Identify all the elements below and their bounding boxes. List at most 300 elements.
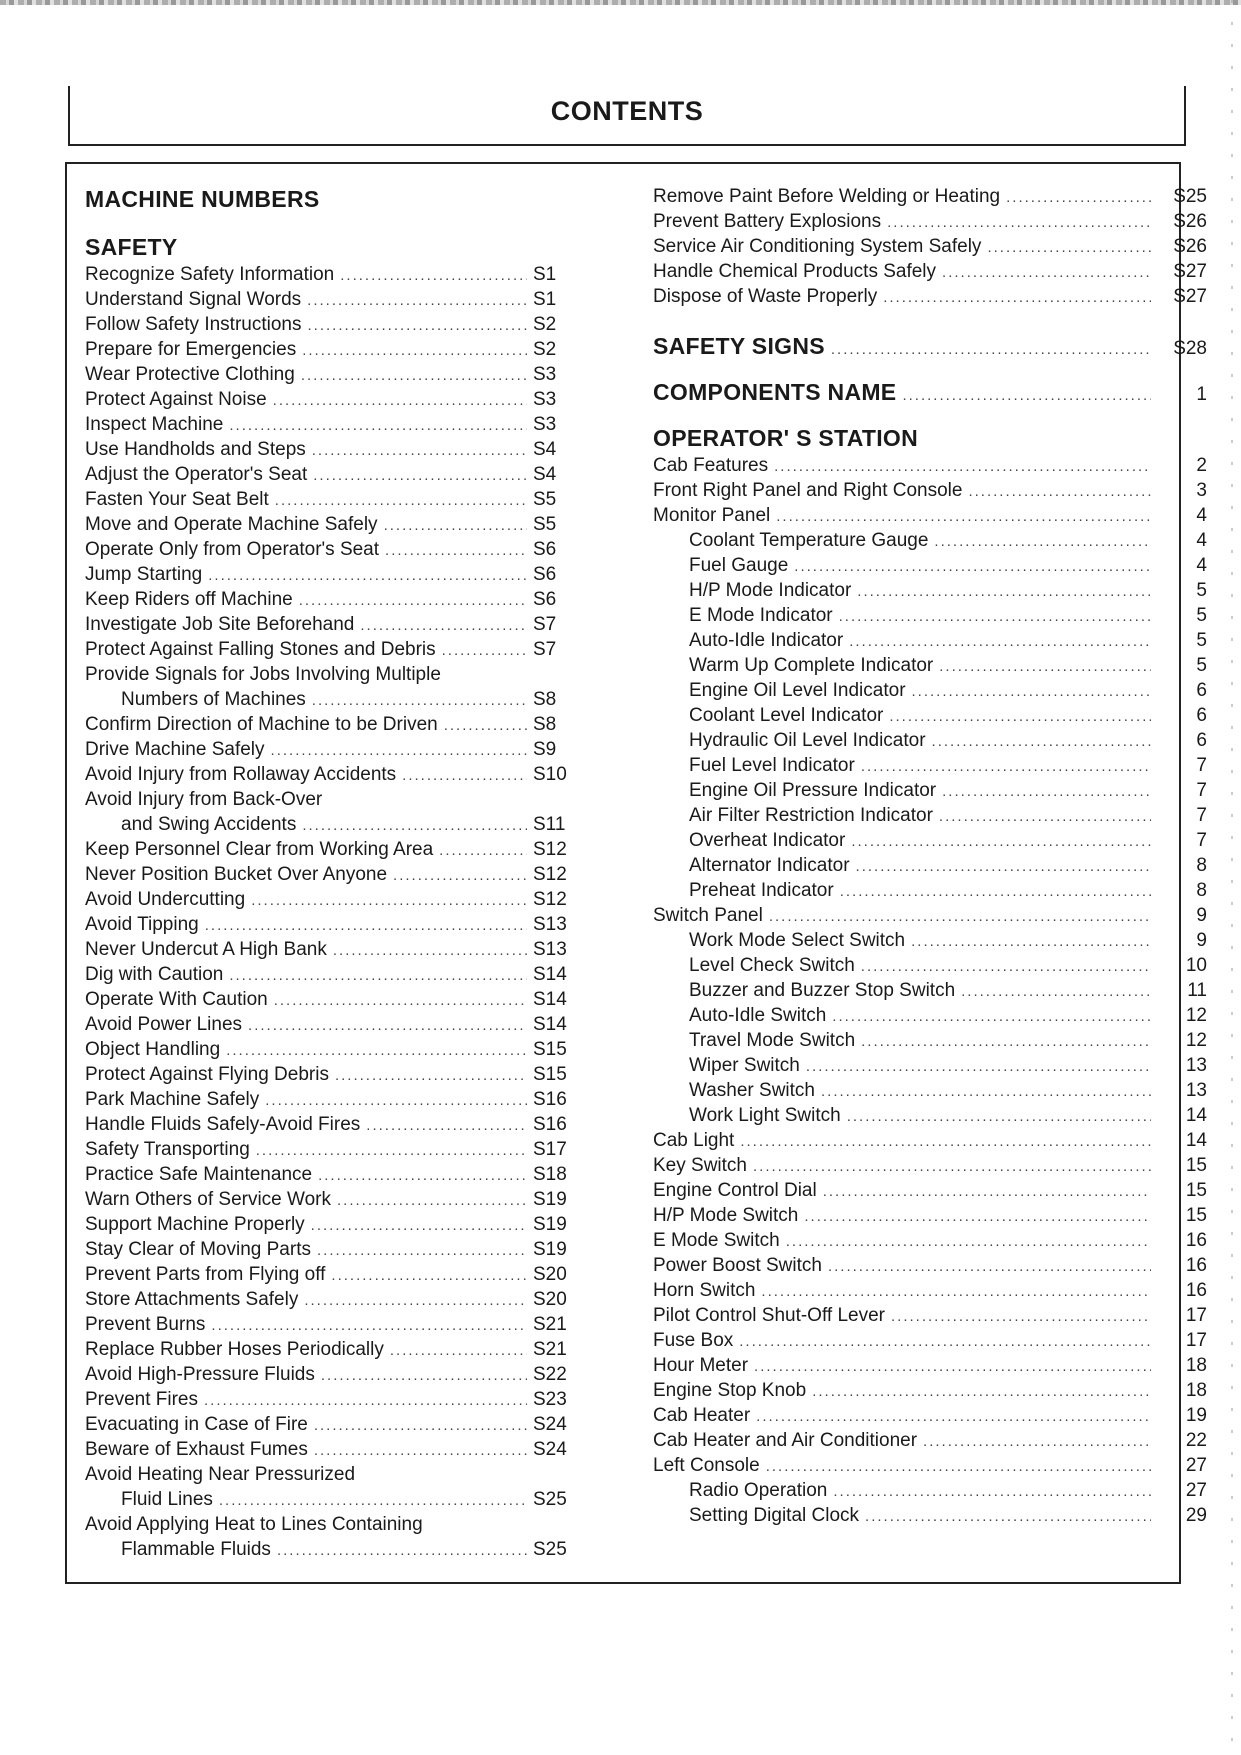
toc-entry[interactable] — [653, 828, 1211, 853]
leader-dots — [865, 1504, 1151, 1529]
leader-dots — [761, 1279, 1151, 1304]
entry-page: 27 — [1185, 1455, 1207, 1476]
entry-page: S12 — [533, 839, 567, 860]
entry-label: Avoid Tipping — [85, 914, 199, 935]
toc-entry[interactable] — [85, 287, 585, 312]
leader-dots — [302, 338, 527, 363]
entry-label: Prevent Battery Explosions — [653, 211, 882, 232]
entry-label: Avoid High-Pressure Fluids — [85, 1364, 315, 1385]
entry-page: 4 — [1196, 530, 1207, 551]
leader-dots — [301, 363, 527, 388]
entry-label: Dig with Caution — [85, 964, 224, 985]
toc-entry[interactable] — [85, 1287, 585, 1312]
entry-label: Warm Up Complete Indicator — [689, 655, 934, 676]
toc-entry[interactable] — [653, 1303, 1211, 1328]
entry-page: S24 — [533, 1439, 567, 1460]
toc-entry[interactable] — [653, 878, 1211, 903]
entry-label: Work Mode Select Switch — [689, 930, 906, 951]
entry-page: S23 — [533, 1389, 567, 1410]
entry-label: H/P Mode Indicator — [689, 580, 852, 601]
entry-page: 4 — [1196, 555, 1207, 576]
entry-page: S25 — [533, 1539, 567, 1560]
entry-page: S9 — [533, 739, 557, 760]
leader-dots — [861, 754, 1151, 779]
entry-page: S27 — [1173, 286, 1207, 307]
entry-page: 2 — [1196, 455, 1207, 476]
leader-dots — [318, 1163, 527, 1188]
entry-label-continued: Flammable Fluids — [121, 1539, 271, 1560]
leader-dots — [248, 1013, 527, 1038]
entry-page: S11 — [533, 814, 566, 835]
toc-entry[interactable] — [653, 803, 1211, 828]
entry-label: Avoid Injury from Back-Over — [85, 789, 323, 810]
toc-entry[interactable] — [85, 637, 585, 662]
entry-page: S1 — [533, 264, 557, 285]
leader-dots — [299, 588, 527, 613]
entry-label: Handle Fluids Safely-Avoid Fires — [85, 1114, 361, 1135]
entry-page: S2 — [533, 314, 557, 335]
toc-entry[interactable] — [85, 712, 585, 737]
leader-dots — [337, 1188, 527, 1213]
toc-entry[interactable] — [653, 778, 1211, 803]
entry-page: S12 — [533, 864, 567, 885]
safety-entries-continued — [653, 184, 1211, 309]
entry-label: Wiper Switch — [689, 1055, 800, 1076]
entry-page: S5 — [533, 514, 557, 535]
toc-entry[interactable] — [85, 362, 585, 387]
toc-entry[interactable] — [653, 1178, 1211, 1203]
entry-label: Dispose of Waste Properly — [653, 286, 878, 307]
toc-entry[interactable] — [85, 387, 585, 412]
toc-entry[interactable] — [653, 234, 1211, 259]
toc-entry[interactable] — [85, 1087, 585, 1112]
toc-entry[interactable] — [85, 537, 585, 562]
leader-dots — [204, 1388, 527, 1413]
leader-dots — [402, 763, 527, 788]
entry-page: S20 — [533, 1289, 567, 1310]
toc-entry[interactable] — [653, 1228, 1211, 1253]
entry-label: Engine Oil Pressure Indicator — [689, 780, 937, 801]
toc-entry[interactable] — [85, 687, 585, 712]
toc-entry[interactable] — [653, 478, 1211, 503]
entry-page: 11 — [1187, 980, 1207, 1001]
leader-dots — [739, 1329, 1151, 1354]
entry-page: S17 — [533, 1139, 567, 1160]
entry-page: S19 — [533, 1189, 567, 1210]
entry-page: 6 — [1196, 705, 1207, 726]
toc-entry[interactable] — [653, 903, 1211, 928]
entry-page: 15 — [1185, 1180, 1207, 1201]
toc-entry[interactable] — [85, 837, 585, 862]
entry-label: Operate Only from Operator's Seat — [85, 539, 380, 560]
entry-label: Fuse Box — [653, 1330, 734, 1351]
leader-dots — [934, 529, 1151, 554]
entry-label: Hour Meter — [653, 1355, 749, 1376]
entry-page: S8 — [533, 714, 557, 735]
right-column — [653, 184, 1211, 1528]
toc-entry[interactable] — [85, 512, 585, 537]
leader-dots — [384, 513, 527, 538]
entry-label: Coolant Level Indicator — [689, 705, 884, 726]
scan-edge-top — [0, 0, 1241, 5]
entry-label: Engine Stop Knob — [653, 1380, 807, 1401]
leader-dots — [314, 1438, 527, 1463]
toc-entry[interactable] — [653, 1403, 1211, 1428]
entry-page: 6 — [1196, 730, 1207, 751]
toc-entry[interactable] — [653, 1478, 1211, 1503]
leader-dots — [333, 938, 527, 963]
toc-entry[interactable] — [85, 587, 585, 612]
leader-dots — [444, 713, 527, 738]
entry-page: S14 — [533, 989, 567, 1010]
toc-entry[interactable] — [653, 1003, 1211, 1028]
entry-page: S27 — [1173, 261, 1207, 282]
leader-dots — [208, 563, 527, 588]
leader-dots — [942, 260, 1151, 285]
entry-page: S15 — [533, 1039, 567, 1060]
toc-entry[interactable] — [85, 1137, 585, 1162]
toc-entry[interactable] — [653, 753, 1211, 778]
leader-dots — [794, 554, 1151, 579]
entry-page: 4 — [1196, 505, 1207, 526]
toc-entry[interactable] — [85, 262, 585, 287]
toc-entry[interactable] — [653, 1128, 1211, 1153]
entry-label: Jump Starting — [85, 564, 203, 585]
entry-label: SAFETY SIGNS — [653, 333, 825, 359]
entry-page: S6 — [533, 539, 557, 560]
toc-entry[interactable] — [85, 1062, 585, 1087]
entry-label: Switch Panel — [653, 905, 763, 926]
toc-entry[interactable] — [653, 703, 1211, 728]
leader-dots — [840, 879, 1151, 904]
toc-entry[interactable] — [85, 462, 585, 487]
title-frame — [68, 86, 1186, 146]
toc-entry[interactable] — [85, 1412, 585, 1437]
leader-dots — [251, 888, 527, 913]
entry-label: H/P Mode Switch — [653, 1205, 799, 1226]
entry-page: 1 — [1196, 384, 1207, 405]
toc-entry[interactable] — [653, 1103, 1211, 1128]
entry-label: Level Check Switch — [689, 955, 855, 976]
toc-entry[interactable] — [653, 209, 1211, 234]
entry-label: Alternator Indicator — [689, 855, 850, 876]
leader-dots — [932, 729, 1151, 754]
leader-dots — [861, 954, 1151, 979]
entry-page: 16 — [1185, 1230, 1207, 1251]
leader-dots — [961, 979, 1151, 1004]
entry-label: Auto-Idle Indicator — [689, 630, 844, 651]
leader-dots — [912, 679, 1151, 704]
toc-entry[interactable] — [653, 578, 1211, 603]
toc-entry[interactable] — [85, 612, 585, 637]
toc-entry[interactable] — [653, 1453, 1211, 1478]
toc-entry[interactable] — [85, 1387, 585, 1412]
toc-entry[interactable] — [653, 1353, 1211, 1378]
entry-label-continued: and Swing Accidents — [121, 814, 297, 835]
toc-entry[interactable] — [85, 1037, 585, 1062]
entry-label: Cab Heater and Air Conditioner — [653, 1430, 918, 1451]
toc-entry[interactable] — [653, 1253, 1211, 1278]
toc-entry-line[interactable] — [85, 662, 585, 687]
toc-entry[interactable] — [85, 1012, 585, 1037]
leader-dots — [229, 413, 527, 438]
leader-dots — [804, 1204, 1151, 1229]
leader-dots — [891, 1304, 1151, 1329]
entry-page: S2 — [533, 339, 557, 360]
toc-entry[interactable] — [653, 453, 1211, 478]
entry-page: 7 — [1196, 805, 1207, 826]
entry-page: 9 — [1196, 930, 1207, 951]
leader-dots — [307, 313, 527, 338]
toc-entry[interactable] — [653, 528, 1211, 553]
toc-entry[interactable] — [85, 437, 585, 462]
toc-entry[interactable] — [85, 762, 585, 787]
entry-label: Stay Clear of Moving Parts — [85, 1239, 311, 1260]
toc-entry[interactable] — [653, 259, 1211, 284]
entry-label: Evacuating in Case of Fire — [85, 1414, 308, 1435]
entry-page: S6 — [533, 589, 557, 610]
leader-dots — [889, 704, 1151, 729]
entry-page: S10 — [533, 764, 567, 785]
entry-page: 9 — [1196, 905, 1207, 926]
leader-dots — [821, 1079, 1151, 1104]
toc-entry[interactable] — [85, 887, 585, 912]
toc-entry[interactable] — [85, 1312, 585, 1337]
entry-page: 7 — [1196, 830, 1207, 851]
entry-label: Fuel Gauge — [689, 555, 789, 576]
toc-entry[interactable] — [653, 1428, 1211, 1453]
entry-label: Never Undercut A High Bank — [85, 939, 327, 960]
entry-label: Replace Rubber Hoses Periodically — [85, 1339, 384, 1360]
toc-entry[interactable] — [85, 962, 585, 987]
toc-entry[interactable] — [85, 1237, 585, 1262]
leader-dots — [304, 1288, 527, 1313]
entry-page: 16 — [1185, 1255, 1207, 1276]
toc-entry[interactable] — [85, 1362, 585, 1387]
entry-page: 8 — [1196, 880, 1207, 901]
entry-label: Drive Machine Safely — [85, 739, 265, 760]
toc-entry[interactable] — [85, 987, 585, 1012]
toc-entry[interactable] — [653, 1153, 1211, 1178]
toc-entry[interactable] — [85, 312, 585, 337]
toc-entry[interactable] — [653, 928, 1211, 953]
toc-entry[interactable] — [653, 678, 1211, 703]
toc-entry[interactable] — [85, 1537, 585, 1562]
entry-label: Move and Operate Machine Safely — [85, 514, 378, 535]
entry-page: S18 — [533, 1164, 567, 1185]
entry-page: S16 — [533, 1089, 567, 1110]
leader-dots — [756, 1404, 1151, 1429]
toc-entry[interactable] — [653, 1378, 1211, 1403]
entry-page: S12 — [533, 889, 567, 910]
leader-dots — [776, 504, 1151, 529]
leader-dots — [832, 1004, 1151, 1029]
entry-label: Park Machine Safely — [85, 1089, 260, 1110]
toc-entry[interactable] — [85, 1187, 585, 1212]
entry-page: 15 — [1185, 1155, 1207, 1176]
leader-dots — [833, 1479, 1151, 1504]
entry-label: Avoid Injury from Rollaway Accidents — [85, 764, 397, 785]
leader-dots — [806, 1054, 1151, 1079]
toc-entry[interactable] — [653, 503, 1211, 528]
entry-label: Protect Against Falling Stones and Debris — [85, 639, 436, 660]
entry-label: Washer Switch — [689, 1080, 815, 1101]
toc-entry[interactable] — [85, 562, 585, 587]
leader-dots — [857, 579, 1151, 604]
entry-page: S15 — [533, 1064, 567, 1085]
entry-label: Preheat Indicator — [689, 880, 834, 901]
entry-label: E Mode Indicator — [689, 605, 833, 626]
leader-dots — [740, 1129, 1151, 1154]
entry-label: Overheat Indicator — [689, 830, 846, 851]
entry-page: S13 — [533, 914, 567, 935]
entry-label: Avoid Power Lines — [85, 1014, 243, 1035]
toc-entry[interactable] — [85, 1162, 585, 1187]
toc-entry[interactable] — [85, 1112, 585, 1137]
entry-label: Coolant Temperature Gauge — [689, 530, 929, 551]
toc-entry[interactable] — [85, 412, 585, 437]
leader-dots — [335, 1063, 527, 1088]
toc-entry[interactable] — [85, 1262, 585, 1287]
entry-label: Pilot Control Shut-Off Lever — [653, 1305, 885, 1326]
leader-dots — [360, 613, 527, 638]
entry-label: Fasten Your Seat Belt — [85, 489, 269, 510]
entry-label: E Mode Switch — [653, 1230, 780, 1251]
entry-page: 12 — [1185, 1030, 1207, 1051]
toc-entry-safety-signs[interactable] — [653, 323, 1211, 369]
leader-dots — [942, 779, 1151, 804]
entry-label: Provide Signals for Jobs Involving Multiple — [85, 664, 441, 685]
entry-page: S25 — [1173, 186, 1207, 207]
toc-entry[interactable] — [653, 1503, 1211, 1528]
entry-label: Confirm Direction of Machine to be Driven — [85, 714, 438, 735]
entry-label: Never Position Bucket Over Anyone — [85, 864, 388, 885]
entry-label: Prevent Fires — [85, 1389, 198, 1410]
leader-dots — [219, 1488, 527, 1513]
entry-label: Store Attachments Safely — [85, 1289, 299, 1310]
toc-entry[interactable] — [653, 603, 1211, 628]
leader-dots — [265, 1088, 527, 1113]
entry-page: S7 — [533, 614, 557, 635]
toc-entry[interactable] — [653, 653, 1211, 678]
toc-entry[interactable] — [85, 862, 585, 887]
toc-entry[interactable] — [85, 487, 585, 512]
entry-label: Work Light Switch — [689, 1105, 841, 1126]
toc-entry[interactable] — [653, 1028, 1211, 1053]
entry-page: S28 — [1173, 338, 1207, 359]
toc-entry[interactable] — [653, 1203, 1211, 1228]
toc-entry[interactable] — [653, 978, 1211, 1003]
toc-entry[interactable] — [653, 284, 1211, 309]
toc-entry-components-name[interactable] — [653, 369, 1211, 415]
entry-page: 27 — [1185, 1480, 1207, 1501]
toc-entry[interactable] — [653, 553, 1211, 578]
entry-label: Avoid Heating Near Pressurized — [85, 1464, 356, 1485]
toc-entry[interactable] — [653, 853, 1211, 878]
leader-dots — [393, 863, 527, 888]
leader-dots — [226, 1038, 527, 1063]
leader-dots — [939, 804, 1151, 829]
toc-entry-line[interactable] — [85, 787, 585, 812]
leader-dots — [839, 604, 1151, 629]
toc-entry-line[interactable] — [85, 1512, 585, 1537]
entry-label: Protect Against Flying Debris — [85, 1064, 329, 1085]
entry-page: 14 — [1185, 1105, 1207, 1126]
contents-frame — [65, 162, 1207, 1584]
toc-entry[interactable] — [653, 728, 1211, 753]
leader-dots — [312, 438, 527, 463]
entry-label: Investigate Job Site Beforehand — [85, 614, 355, 635]
entry-page: 18 — [1185, 1380, 1207, 1401]
toc-entry[interactable] — [85, 912, 585, 937]
entry-label-continued: Fluid Lines — [121, 1489, 213, 1510]
toc-entry[interactable] — [653, 1053, 1211, 1078]
entry-label: Operate With Caution — [85, 989, 268, 1010]
entry-page: S3 — [533, 364, 557, 385]
toc-entry[interactable] — [653, 1328, 1211, 1353]
entry-label: Support Machine Properly — [85, 1214, 305, 1235]
section-operators-station: OPERATOR' S STATION — [653, 425, 919, 451]
entry-page: 8 — [1196, 855, 1207, 876]
leader-dots — [774, 454, 1151, 479]
entry-page: 16 — [1185, 1280, 1207, 1301]
leader-dots — [274, 988, 527, 1013]
entry-label: Service Air Conditioning System Safely — [653, 236, 982, 257]
entry-label: Key Switch — [653, 1155, 747, 1176]
entry-label: Keep Personnel Clear from Working Area — [85, 839, 434, 860]
leader-dots — [277, 1538, 527, 1563]
toc-entry[interactable] — [85, 1487, 585, 1512]
leader-dots — [968, 479, 1151, 504]
toc-entry-line[interactable] — [85, 1462, 585, 1487]
leader-dots — [851, 829, 1151, 854]
toc-entry[interactable] — [85, 1212, 585, 1237]
entry-page: S6 — [533, 564, 557, 585]
leader-dots — [442, 638, 527, 663]
entry-page: 22 — [1185, 1430, 1207, 1451]
leader-dots — [321, 1363, 527, 1388]
entry-page: S25 — [533, 1489, 567, 1510]
toc-entry[interactable] — [85, 1337, 585, 1362]
toc-entry[interactable] — [653, 184, 1211, 209]
toc-entry[interactable] — [653, 1078, 1211, 1103]
entry-page: S13 — [533, 939, 567, 960]
toc-entry[interactable] — [85, 737, 585, 762]
toc-entry[interactable] — [653, 953, 1211, 978]
toc-entry[interactable] — [85, 337, 585, 362]
entry-label: Adjust the Operator's Seat — [85, 464, 308, 485]
leader-dots — [312, 688, 527, 713]
entry-label: Prepare for Emergencies — [85, 339, 297, 360]
entry-label: Horn Switch — [653, 1280, 756, 1301]
entry-page: S5 — [533, 489, 557, 510]
leader-dots — [271, 738, 527, 763]
toc-entry[interactable] — [85, 1437, 585, 1462]
entry-page: S4 — [533, 439, 557, 460]
toc-entry[interactable] — [653, 628, 1211, 653]
toc-entry[interactable] — [85, 812, 585, 837]
entry-label: Object Handling — [85, 1039, 221, 1060]
toc-entry[interactable] — [85, 937, 585, 962]
entry-label: Wear Protective Clothing — [85, 364, 295, 385]
entry-label: Travel Mode Switch — [689, 1030, 856, 1051]
leader-dots — [856, 854, 1151, 879]
entry-page: 17 — [1185, 1330, 1207, 1351]
leader-dots — [823, 1179, 1151, 1204]
entry-page: 18 — [1185, 1355, 1207, 1376]
toc-entry[interactable] — [653, 1278, 1211, 1303]
leader-dots — [987, 235, 1151, 260]
